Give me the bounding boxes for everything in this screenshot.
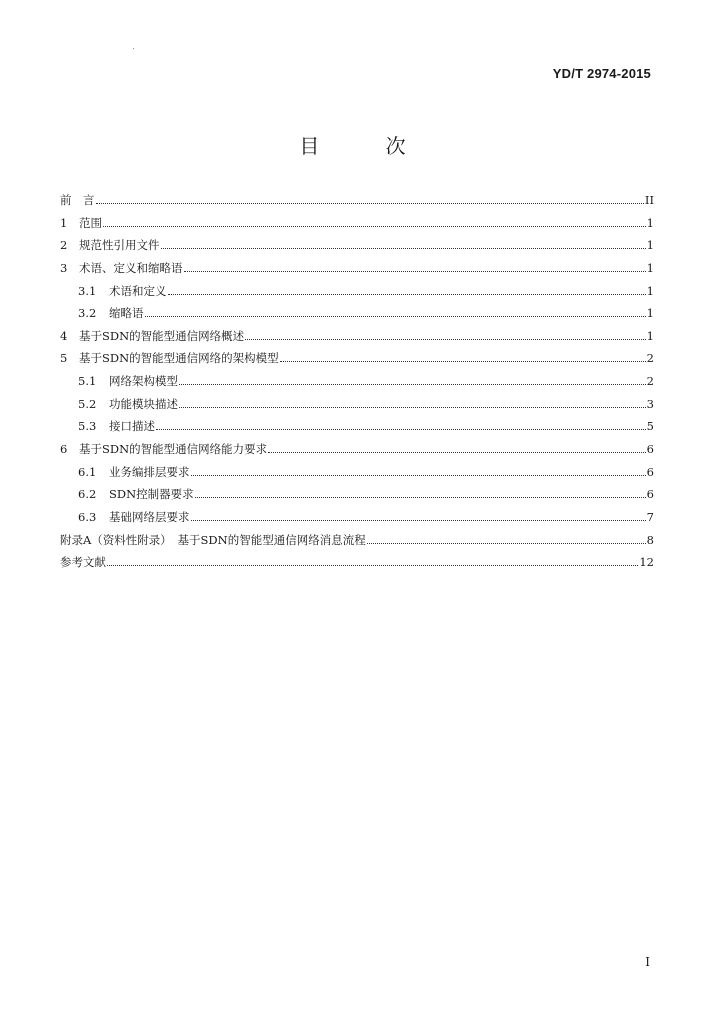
toc-entry-label: 基于SDN的智能型通信网络概述 (79, 328, 245, 343)
toc-entry-page: 1 (646, 283, 654, 298)
toc-entry[interactable] (60, 305, 654, 328)
toc-entry-label: 基础网络层要求 (109, 509, 190, 524)
toc-dot-leader (168, 294, 646, 295)
toc-entry-label: 前 言 (60, 193, 95, 207)
toc-entry[interactable] (60, 464, 654, 487)
toc-dot-leader (161, 248, 646, 249)
toc-entry-page: 1 (646, 306, 654, 321)
toc-dot-leader (280, 361, 646, 362)
toc-entry-page: 1 (646, 328, 654, 343)
toc-entry[interactable] (60, 532, 654, 555)
toc-entry[interactable] (60, 192, 654, 215)
toc-entry-number: 5.1 (78, 374, 97, 389)
toc-entry-page: 8 (646, 532, 654, 547)
toc-entry-label: 范围 (79, 215, 102, 230)
toc-dot-leader (268, 452, 646, 453)
toc-entry-label: 规范性引用文件 (79, 238, 160, 253)
toc-entry-number: 4 (60, 328, 68, 343)
toc-entry-page: 2 (646, 374, 654, 389)
toc-entry-number: 6.1 (78, 464, 97, 479)
toc-entry[interactable] (60, 283, 654, 306)
toc-entry-page: 3 (646, 396, 654, 411)
toc-entry-number: 5.2 (78, 396, 97, 411)
table-of-contents (60, 192, 654, 577)
page-number: I (645, 955, 650, 969)
toc-entry-number: 3.1 (78, 283, 97, 298)
toc-entry-number: 6.3 (78, 509, 97, 524)
toc-entry[interactable] (60, 373, 654, 396)
toc-dot-leader (107, 565, 638, 566)
toc-entry[interactable] (60, 260, 654, 283)
toc-dot-leader (195, 497, 646, 498)
toc-entry[interactable] (60, 396, 654, 419)
toc-entry[interactable] (60, 441, 654, 464)
toc-entry-page: 7 (646, 509, 654, 524)
toc-entry-label: 参考文献 (60, 555, 106, 570)
toc-entry-label: SDN控制器要求 (109, 487, 194, 502)
toc-entry[interactable] (60, 328, 654, 351)
toc-entry-number: 5 (60, 351, 68, 366)
toc-entry-label: 网络架构模型 (109, 374, 178, 389)
toc-entry[interactable] (60, 350, 654, 373)
toc-entry-page: 12 (639, 555, 654, 570)
toc-entry-label: 术语和定义 (109, 283, 167, 298)
toc-entry-number: 6 (60, 442, 68, 457)
toc-entry-label: 接口描述 (109, 419, 155, 434)
toc-entry-label: 功能模块描述 (109, 396, 178, 411)
toc-entry[interactable] (60, 509, 654, 532)
scan-speck (133, 48, 134, 49)
toc-entry-page: II (644, 193, 654, 207)
standard-code: YD/T 2974-2015 (552, 66, 651, 81)
toc-entry[interactable] (60, 418, 654, 441)
toc-entry[interactable] (60, 237, 654, 260)
toc-dot-leader (184, 271, 646, 272)
toc-dot-leader (103, 226, 646, 227)
toc-entry-page: 1 (646, 238, 654, 253)
toc-dot-leader (96, 203, 644, 204)
toc-entry-number: 6.2 (78, 487, 97, 502)
toc-dot-leader (191, 520, 646, 521)
toc-entry-page: 5 (646, 419, 654, 434)
toc-dot-leader (367, 543, 646, 544)
toc-entry-label: 基于SDN的智能型通信网络的架构模型 (79, 351, 279, 366)
toc-entry-label: 业务编排层要求 (109, 464, 190, 479)
toc-entry-label: 术语、定义和缩略语 (79, 260, 183, 275)
toc-dot-leader (179, 407, 646, 408)
toc-entry-page: 2 (646, 351, 654, 366)
toc-entry-number: 3.2 (78, 306, 97, 321)
toc-entry-page: 1 (646, 260, 654, 275)
toc-entry-label: 基于SDN的智能型通信网络能力要求 (79, 442, 268, 457)
toc-dot-leader (145, 316, 646, 317)
toc-entry-page: 6 (646, 442, 654, 457)
toc-entry[interactable] (60, 486, 654, 509)
toc-dot-leader (245, 339, 646, 340)
toc-entry-page: 6 (646, 464, 654, 479)
toc-entry-page: 1 (646, 215, 654, 230)
toc-entry-number: 2 (60, 238, 68, 253)
toc-entry-label: 附录A（资料性附录） 基于SDN的智能型通信网络消息流程 (60, 532, 366, 547)
toc-entry-number: 1 (60, 215, 68, 230)
toc-entry[interactable] (60, 554, 654, 577)
toc-dot-leader (156, 429, 646, 430)
page-title: 目 次 (299, 134, 436, 158)
toc-entry-page: 6 (646, 487, 654, 502)
toc-entry[interactable] (60, 215, 654, 238)
toc-entry-number: 3 (60, 260, 68, 275)
toc-dot-leader (179, 384, 646, 385)
toc-dot-leader (191, 475, 646, 476)
toc-entry-label: 缩略语 (109, 306, 144, 321)
toc-entry-number: 5.3 (78, 419, 97, 434)
